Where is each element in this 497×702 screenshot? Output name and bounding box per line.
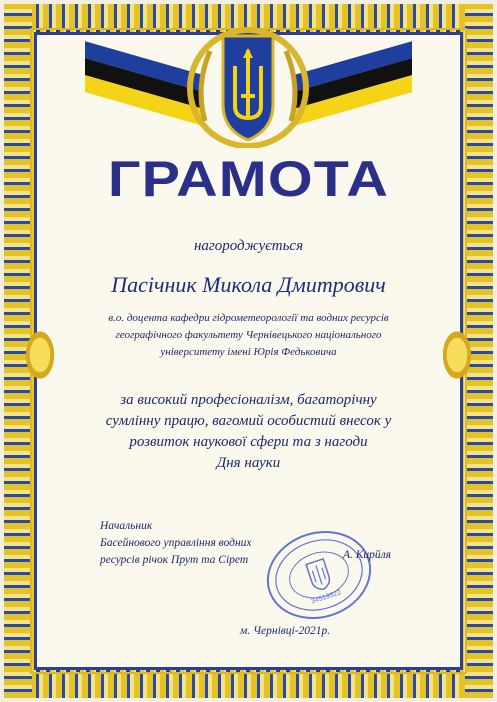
trident-emblem-icon [185,26,312,148]
signer-name: А. Кирйля [343,549,392,561]
signer-title [100,518,252,569]
signer-line: ресурсів річок Прут та Сірет [100,554,249,566]
official-stamp-icon [260,527,378,623]
award-reason [78,390,419,474]
reason-line: за високий професіоналізм, багаторічну [120,392,377,408]
reason-line: розвиток наукової сфери та з нагоди [129,434,368,450]
signer-line: Начальник [100,520,153,532]
position-line: в.о. доцента кафедри гідрометеорології та водних ресурсів [108,312,389,324]
position-line: географічного факультету Чернівецького національного [115,329,382,341]
recipient-name: Пасічник Микола Дмитрович [111,272,386,297]
reason-line: сумлінну працю, вагомий особистий внесок у [105,413,392,429]
position-line: університету імені Юрія Федьковича [160,346,337,358]
side-ornament-left [22,325,58,385]
reason-line: Дня науки [216,455,281,471]
page-title: ГРАМОТА [107,151,390,207]
side-ornament-right [439,325,475,385]
signer-line: Басейнового управління водних [100,537,252,549]
recipient-position [80,310,417,361]
place-date: м. Чернівці-2021р. [240,625,331,637]
awarded-line: нагороджується [193,238,304,254]
stamp-code: 34519322 [310,589,343,606]
ornament-band-bottom [4,672,493,698]
